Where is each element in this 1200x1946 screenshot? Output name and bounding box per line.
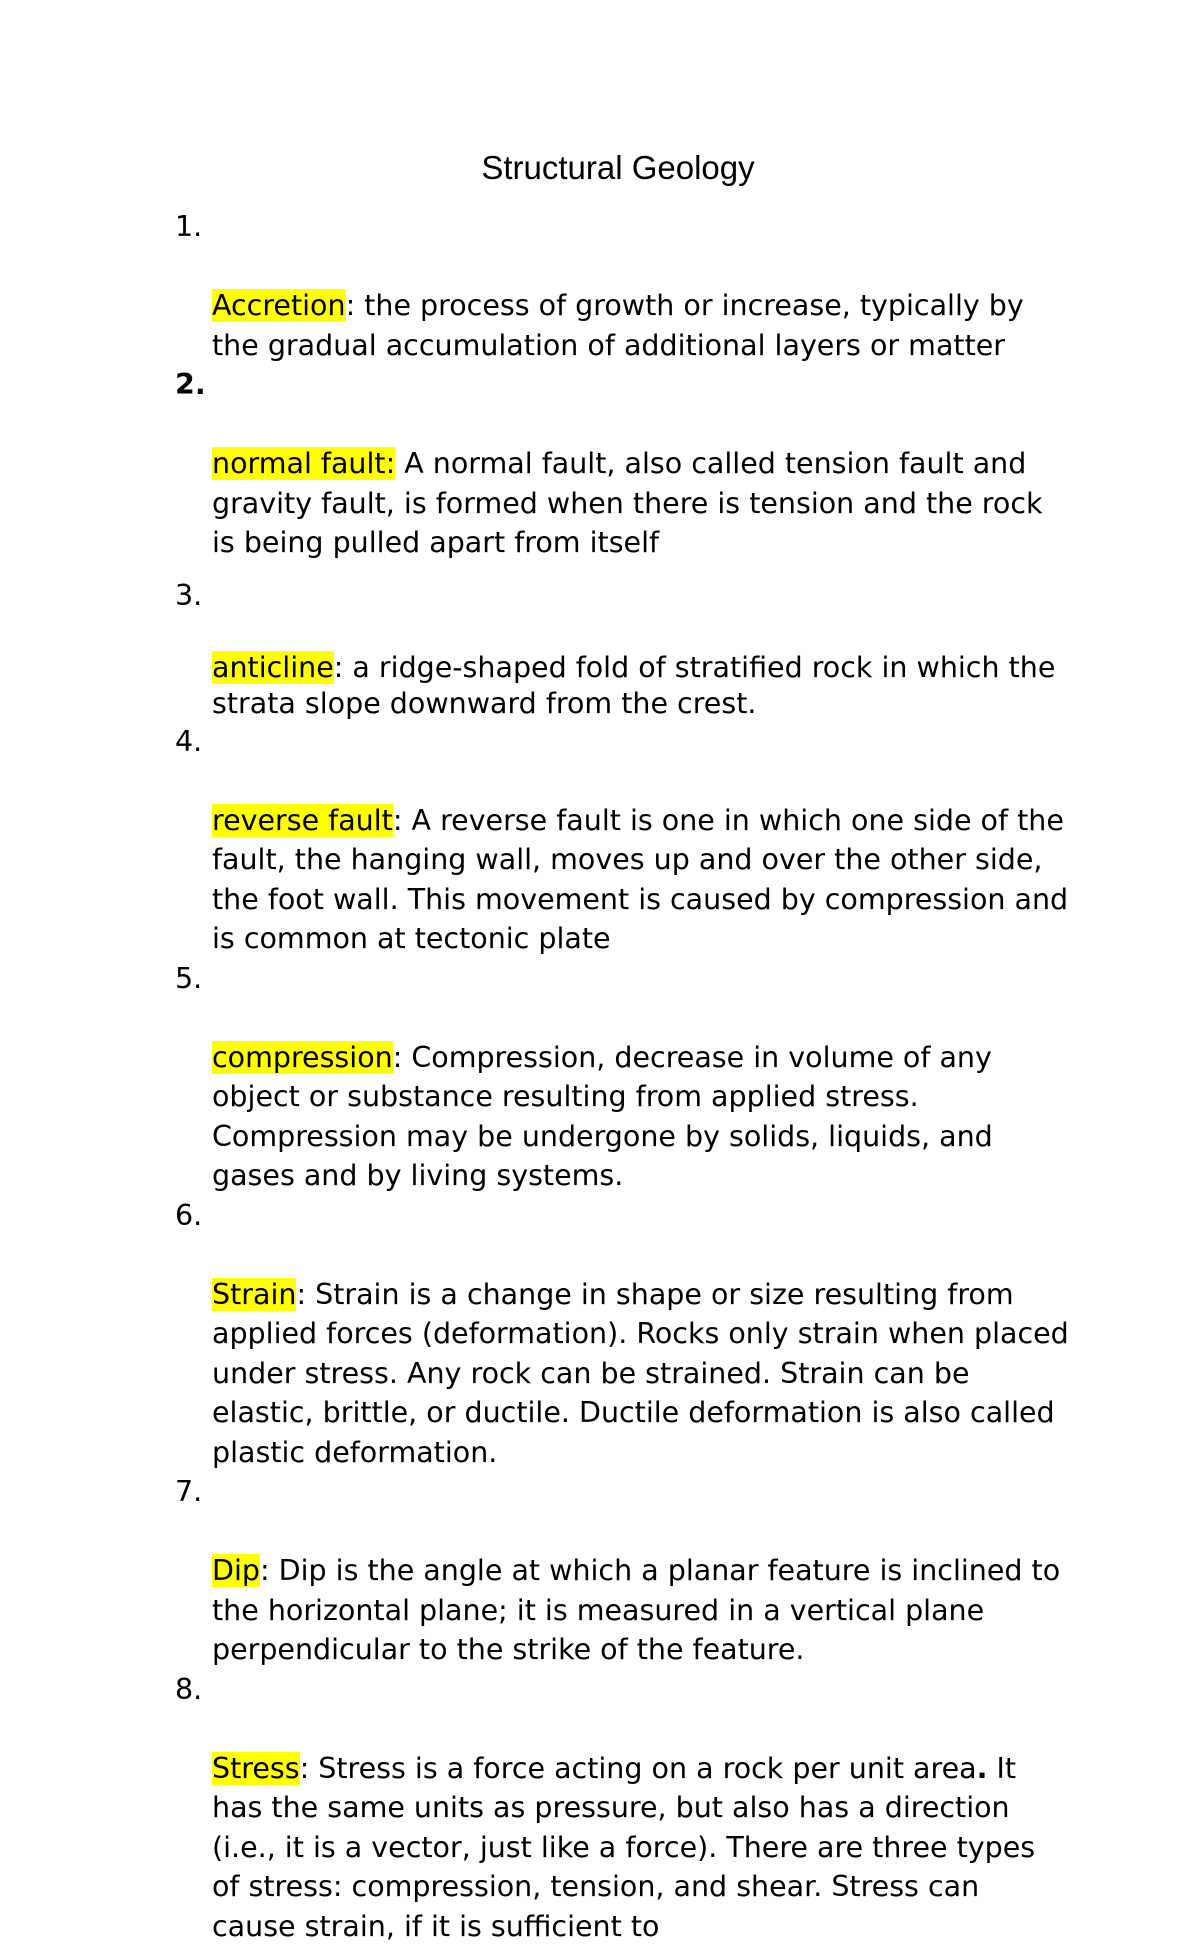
list-number: 2. <box>175 365 206 405</box>
list-item <box>170 578 1070 722</box>
list-number: 8. <box>175 1670 202 1710</box>
list-number: 7. <box>175 1472 202 1512</box>
definition-text: A normal fault, also called tension fault and gravity fault, is formed when there is tension and the rock is being pulled apart from itself <box>212 447 1043 559</box>
definition-text: Strain is a change in shape or size resulting from applied forces (deformation). Rocks only strain when placed under stress. Any rock can be strained. Strain can be elastic, brittle, or ductile. Ductile deformation is also called plastic deformation. <box>212 1278 1069 1469</box>
highlighted-term: Strain <box>212 1278 296 1311</box>
term-separator: : <box>334 651 344 684</box>
list-item <box>170 365 1070 563</box>
term-separator: : <box>260 1554 270 1587</box>
term-separator: : <box>296 1278 306 1311</box>
definitions-list <box>170 207 1070 1946</box>
highlighted-term: normal fault: <box>212 447 395 480</box>
list-number: 6. <box>175 1196 202 1236</box>
list-item <box>170 959 1070 1196</box>
list-item <box>170 1472 1070 1670</box>
list-item <box>170 1196 1070 1473</box>
list-number: 3. <box>175 578 202 614</box>
definition-text: Compression, decrease in volume of any object or substance resulting from applied stress. Compression may be undergone by solids, liquids, and gases and by living systems. <box>212 1041 993 1193</box>
highlighted-term: Dip <box>212 1554 260 1587</box>
definition-text: It has the same units as pressure, but also has a direction (i.e., it is a vector, just like a force). There are three types of stress: compression, tension, and shear. Stress can cause strain, if it is sufficient to <box>212 1752 1035 1943</box>
document-title: Structural Geology <box>0 146 1200 190</box>
definition-text: A reverse fault is one in which one side of the fault, the hanging wall, moves up and over the other side, the foot wall. This movement is caused by compression and is common at tectonic plate <box>212 804 1068 956</box>
definition-text: the process of growth or increase, typically by the gradual accumulation of additional layers or matter <box>212 289 1024 362</box>
definition-text: Stress is a force acting on a rock per unit area <box>309 1752 976 1785</box>
highlighted-term: anticline <box>212 651 334 684</box>
definition-text: Dip is the angle at which a planar feature is inclined to the horizontal plane; it is measured in a vertical plane perpendicular to the strike of the feature. <box>212 1554 1060 1666</box>
term-separator: : <box>300 1752 310 1785</box>
term-separator: : <box>346 289 356 322</box>
list-number: 4. <box>175 722 202 762</box>
list-item <box>170 207 1070 365</box>
highlighted-term: Accretion <box>212 289 346 322</box>
highlighted-term: Stress <box>212 1752 300 1785</box>
bold-period: . <box>977 1752 988 1785</box>
term-separator: : <box>393 1041 403 1074</box>
list-number: 1. <box>175 207 202 247</box>
list-item <box>170 1670 1070 1946</box>
highlighted-term: compression <box>212 1041 393 1074</box>
highlighted-term: reverse fault <box>212 804 393 837</box>
term-separator: : <box>393 804 403 837</box>
list-item <box>170 722 1070 959</box>
definition-text: a ridge-shaped fold of stratified rock in which the strata slope downward from the crest. <box>212 651 1055 720</box>
list-number: 5. <box>175 959 202 999</box>
